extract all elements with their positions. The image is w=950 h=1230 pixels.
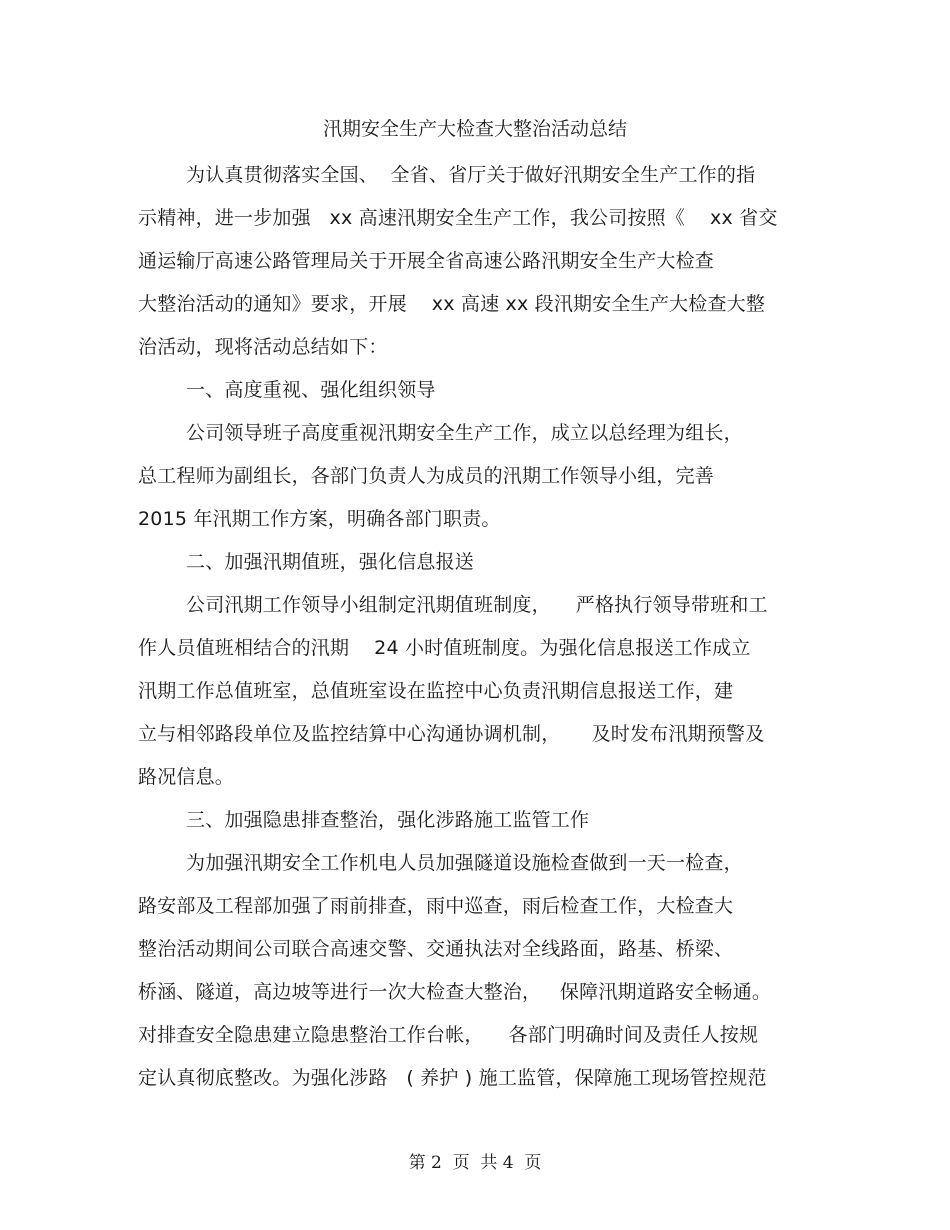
paragraph-line: 治活动，现将活动总结如下： [138,336,388,358]
paragraph-line: 通运输厅高速公路管理局关于开展全省高速公路汛期安全生产大检查 [138,250,715,272]
paragraph-line: 桥涵、隧道，高边坡等进行一次大检查大整治， 保障汛期道路安全畅通。 [138,981,772,1003]
section-heading: 一、高度重视、强化组织领导 [186,379,436,401]
paragraph-line: 整治活动期间公司联合高速交警、交通执法对全线路面，路基、桥梁、 [138,938,734,960]
paragraph-line: 公司汛期工作领导小组制定汛期值班制度， 严格执行领导带班和工 [186,594,768,616]
paragraph-line: 大整治活动的通知》要求，开展 xx 高速 xx 段汛期安全生产大检查大整 [138,293,766,315]
section-heading: 二、加强汛期值班，强化信息报送 [186,551,475,573]
section-heading: 三、加强隐患排查整治，强化涉路施工监管工作 [186,809,590,831]
paragraph-line: 示精神，进一步加强 xx 高速汛期安全生产工作，我公司按照《 xx 省交 [138,207,778,229]
paragraph-line: 对排查安全隐患建立隐患整治工作台帐， 各部门明确时间及责任人按规 [138,1024,759,1046]
paragraph-line: 路安部及工程部加强了雨前排查，雨中巡查，雨后检查工作，大检查大 [138,895,734,917]
document-title: 汛期安全生产大检查大整治活动总结 [322,118,627,140]
paragraph-line: 作人员值班相结合的汛期 24 小时值班制度。为强化信息报送工作成立 [138,637,751,659]
paragraph-line: 路况信息。 [138,766,235,788]
paragraph-line: 为认真贯彻落实全国、 全省、省厅关于做好汛期安全生产工作的指 [186,164,756,186]
paragraph-line: 定认真彻底整改。为强化涉路 ( 养护 ) 施工监管，保障施工现场管控规范 [138,1067,767,1089]
paragraph-line: 为加强汛期安全工作机电人员加强隧道设施检查做到一天一检查， [186,852,743,874]
paragraph-line: 2015 年汛期工作方案，明确各部门职责。 [138,508,501,530]
page-indicator: 第 2 页 共 4 页 [408,1153,542,1173]
paragraph-line: 公司领导班子高度重视汛期安全生产工作，成立以总经理为组长， [186,422,743,444]
paragraph-line: 汛期工作总值班室，总值班室设在监控中心负责汛期信息报送工作，建 [138,680,734,702]
paragraph-line: 总工程师为副组长，各部门负责人为成员的汛期工作领导小组，完善 [138,465,715,487]
paragraph-line: 立与相邻路段单位及监控结算中心沟通协调机制， 及时发布汛期预警及 [138,723,765,745]
